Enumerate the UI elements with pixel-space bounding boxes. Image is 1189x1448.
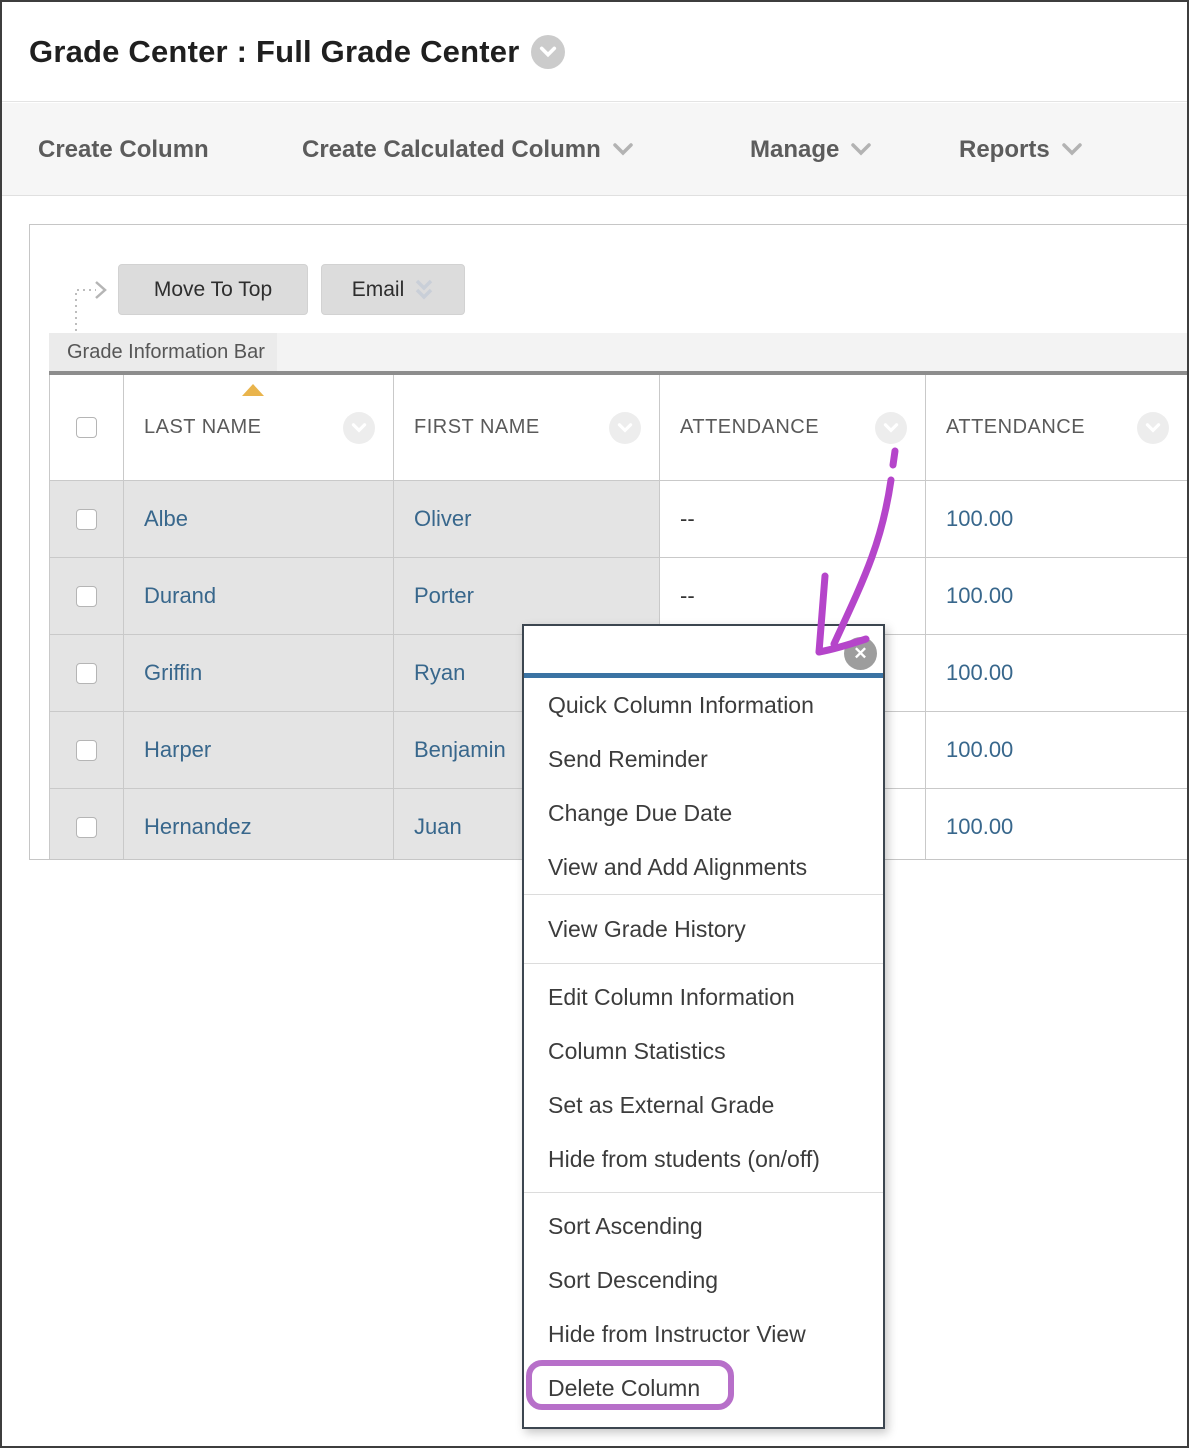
- email-button[interactable]: [321, 264, 465, 315]
- table-row: [124, 558, 394, 635]
- grade-cell[interactable]: [926, 558, 1187, 635]
- attendance2-column-menu-chevron-icon[interactable]: [1137, 412, 1169, 444]
- last-name-column-menu-chevron-icon[interactable]: [343, 412, 375, 444]
- select-all-checkbox[interactable]: [76, 417, 97, 438]
- page-header: [2, 2, 1187, 102]
- menu-item-hide-from-students[interactable]: [524, 1132, 883, 1186]
- menu-item-label: Send Reminder: [548, 745, 708, 772]
- grade-value: 100.00: [946, 814, 1014, 839]
- student-first-name-link[interactable]: Oliver: [414, 506, 472, 531]
- menu-item-label: Delete Column: [548, 1374, 701, 1401]
- grade-value: 100.00: [946, 506, 1014, 531]
- menu-group: [524, 1192, 883, 1427]
- table-header-attendance-2: [926, 375, 1187, 481]
- email-label: Email: [351, 277, 405, 301]
- attendance-column-context-menu: [522, 624, 885, 1429]
- grade-cell[interactable]: [926, 712, 1187, 789]
- table-row: [124, 481, 394, 558]
- menu-item-label: Hide from Instructor View: [548, 1320, 806, 1347]
- context-menu-header: [524, 626, 883, 678]
- menu-item-change-due-date[interactable]: [524, 786, 883, 840]
- menu-item-sort-descending[interactable]: [524, 1253, 883, 1307]
- grade-information-bar-tab[interactable]: [49, 333, 277, 371]
- chevron-down-icon: [851, 143, 871, 156]
- reports-menu[interactable]: [959, 103, 1082, 196]
- column-header-label: LAST NAME: [144, 416, 262, 438]
- student-first-name-link[interactable]: Porter: [414, 583, 474, 608]
- menu-item-label: Hide from students (on/off): [548, 1145, 820, 1172]
- grade-cell[interactable]: [660, 481, 926, 558]
- menu-item-sort-ascending[interactable]: [524, 1199, 883, 1253]
- close-icon[interactable]: ✕: [844, 637, 877, 670]
- create-calculated-column-menu[interactable]: [302, 103, 633, 196]
- menu-item-label: Set as External Grade: [548, 1091, 775, 1118]
- menu-item-delete-column[interactable]: [524, 1361, 883, 1415]
- table-row: [50, 481, 124, 558]
- grade-value: --: [680, 583, 695, 608]
- grade-cell[interactable]: [926, 635, 1187, 712]
- student-first-name-link[interactable]: Benjamin: [414, 737, 506, 762]
- page-title: Grade Center : Full Grade Center: [29, 33, 520, 69]
- table-row: [50, 558, 124, 635]
- menu-item-label: Change Due Date: [548, 799, 733, 826]
- menu-item-hide-from-instructor-view[interactable]: [524, 1307, 883, 1361]
- create-column-label: Create Column: [38, 135, 209, 163]
- table-row: [50, 789, 124, 860]
- menu-item-edit-column-information[interactable]: [524, 970, 883, 1024]
- manage-menu[interactable]: [750, 103, 871, 196]
- manage-label: Manage: [750, 135, 840, 163]
- move-to-top-label: Move To Top: [153, 277, 273, 301]
- menu-item-label: Column Statistics: [548, 1037, 726, 1064]
- menu-item-view-and-add-alignments[interactable]: [524, 840, 883, 894]
- row-checkbox[interactable]: [76, 740, 97, 761]
- table-row: [394, 481, 660, 558]
- student-last-name-link[interactable]: Hernandez: [144, 814, 252, 839]
- grade-value: --: [680, 506, 695, 531]
- row-checkbox[interactable]: [76, 509, 97, 530]
- chevron-down-icon: [1062, 143, 1082, 156]
- first-name-column-menu-chevron-icon[interactable]: [609, 412, 641, 444]
- chevron-down-icon: [613, 143, 633, 156]
- row-checkbox[interactable]: [76, 663, 97, 684]
- menu-item-column-statistics[interactable]: [524, 1024, 883, 1078]
- table-row: [50, 635, 124, 712]
- table-row: [124, 635, 394, 712]
- attendance1-column-menu-chevron-icon[interactable]: [875, 412, 907, 444]
- column-header-label: ATTENDANCE: [946, 416, 1086, 438]
- row-checkbox[interactable]: [76, 817, 97, 838]
- table-header-attendance-1: [660, 375, 926, 481]
- column-header-label: ATTENDANCE: [680, 416, 820, 438]
- move-to-top-button[interactable]: [118, 264, 308, 315]
- menu-item-label: View Grade History: [548, 915, 746, 942]
- table-row: [124, 712, 394, 789]
- menu-item-send-reminder[interactable]: [524, 732, 883, 786]
- menu-item-label: Edit Column Information: [548, 983, 795, 1010]
- student-last-name-link[interactable]: Griffin: [144, 660, 203, 685]
- page-title-chevron-icon[interactable]: [531, 35, 565, 69]
- student-last-name-link[interactable]: Albe: [144, 506, 189, 531]
- grade-value: 100.00: [946, 660, 1014, 685]
- menu-item-label: View and Add Alignments: [548, 853, 808, 880]
- create-calculated-column-label: Create Calculated Column: [302, 135, 601, 163]
- grade-cell[interactable]: [926, 481, 1187, 558]
- table-header-select: [50, 375, 124, 481]
- action-bar: [2, 103, 1187, 196]
- double-chevron-down-icon: [414, 279, 434, 301]
- reports-label: Reports: [959, 135, 1050, 163]
- grade-value: 100.00: [946, 583, 1014, 608]
- create-column-button[interactable]: [38, 103, 209, 196]
- student-last-name-link[interactable]: Durand: [144, 583, 217, 608]
- student-first-name-link[interactable]: Juan: [414, 814, 462, 839]
- student-last-name-link[interactable]: Harper: [144, 737, 212, 762]
- reorder-arrow-icon: [68, 275, 120, 341]
- student-first-name-link[interactable]: Ryan: [414, 660, 466, 685]
- column-header-label: FIRST NAME: [414, 416, 540, 438]
- sort-ascending-indicator-icon: [242, 384, 264, 396]
- menu-group: [524, 894, 883, 963]
- grade-information-bar-label: Grade Information Bar: [67, 340, 265, 363]
- menu-item-view-grade-history[interactable]: [524, 902, 883, 956]
- menu-item-quick-column-information[interactable]: [524, 678, 883, 732]
- table-row: [50, 712, 124, 789]
- table-header-last-name: [124, 375, 394, 481]
- menu-item-label: Quick Column Information: [548, 691, 814, 718]
- menu-item-label: Sort Ascending: [548, 1212, 703, 1239]
- row-checkbox[interactable]: [76, 586, 97, 607]
- menu-item-label: Sort Descending: [548, 1266, 719, 1293]
- menu-group: [524, 963, 883, 1192]
- grade-cell[interactable]: [926, 789, 1187, 860]
- menu-group: [524, 678, 883, 894]
- grade-information-band: [49, 333, 1187, 371]
- grade-value: 100.00: [946, 737, 1014, 762]
- table-header-first-name: [394, 375, 660, 481]
- menu-item-set-as-external-grade[interactable]: [524, 1078, 883, 1132]
- table-row: [124, 789, 394, 860]
